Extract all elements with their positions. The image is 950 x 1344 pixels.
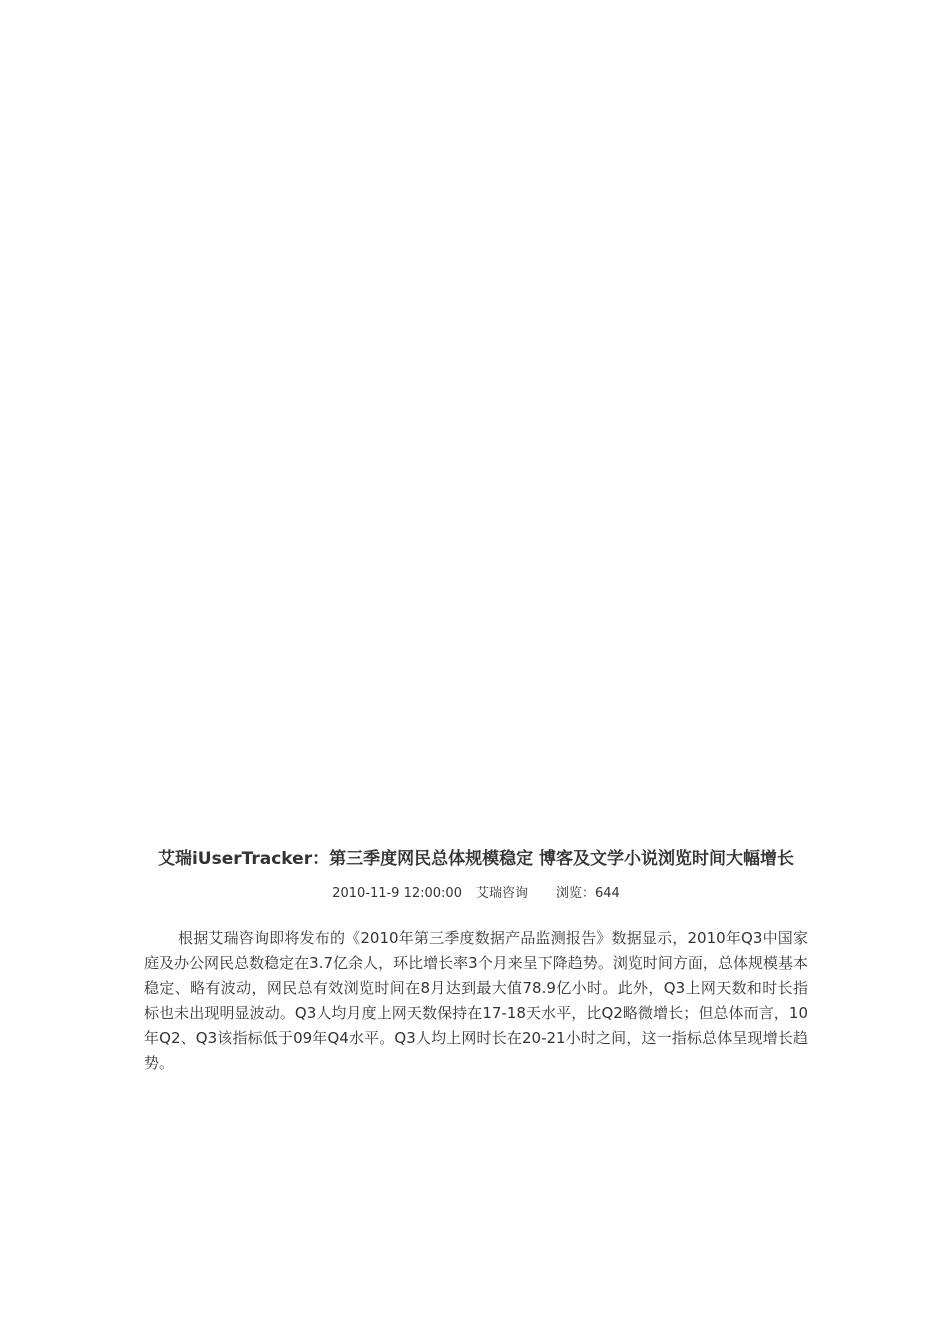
article-meta — [144, 884, 808, 904]
article-source: 艾瑞咨询 — [475, 886, 528, 901]
article-title: 艾瑞iUserTracker：第三季度网民总体规模稳定 博客及文学小说浏览时间大幅增长 — [157, 849, 794, 869]
views-label: 浏览： — [555, 886, 595, 901]
article-paragraph: 根据艾瑞咨询即将发布的《2010年第三季度数据产品监测报告》数据显示，2010年Q3中国家庭及办公网民总数稳定在3.7亿余人，环比增长率3个月来呈下降趋势。浏览时间方面，总体规模基本稳定、略有波动，网民总有效浏览时间在8月达到最大值78.9亿小时。此外，Q3上网天数和时长指标也未出现明显波动。Q3人均月度上网天数保持在17-18天水平，比Q2略微增长；但总体而言，10年Q2、Q3该指标低于09年Q4水平。Q3人均上网时长在20-21小时之间，这一指标总体呈现增长趋势。 — [144, 929, 808, 1072]
article — [144, 846, 808, 1076]
views-count: 644 — [595, 886, 620, 901]
publish-date: 2010-11-9 12:00:00 — [332, 886, 462, 901]
